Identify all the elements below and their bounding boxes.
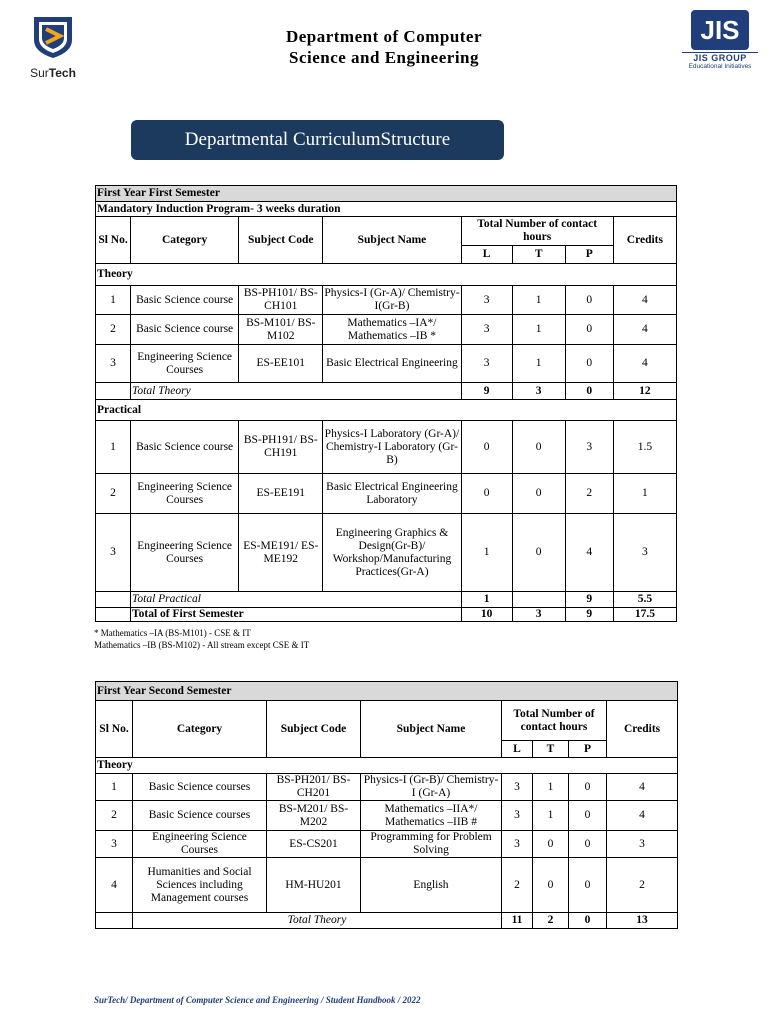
total-t: 3 — [512, 608, 565, 622]
footnote-math-ia: * Mathematics –IA (BS-M101) - CSE & IT — [94, 628, 251, 638]
header-sl: Sl No. — [96, 701, 133, 758]
cell-code: BS-PH201/ BS-CH201 — [267, 774, 361, 801]
cell-name: Mathematics –IA*/ Mathematics –IB * — [323, 315, 461, 345]
cell-code: ES-EE101 — [239, 345, 323, 383]
cell-p: 0 — [569, 801, 607, 831]
total-label: Total Theory — [131, 383, 462, 400]
cell-sl: 1 — [96, 774, 133, 801]
footnote-math-ib: Mathematics –IB (BS-M102) - All stream except CSE & IT — [94, 640, 310, 650]
cell-t: 0 — [533, 858, 569, 913]
header-name: Subject Name — [361, 701, 502, 758]
cell-category: Humanities and Social Sciences including Management courses — [133, 858, 267, 913]
table-row — [96, 514, 677, 592]
table-row — [96, 315, 677, 345]
header-category: Category — [133, 701, 267, 758]
page-footer: SurTech/ Department of Computer Science and Engineering / Student Handbook / 2022 — [94, 995, 421, 1005]
header-p: P — [569, 741, 607, 758]
cell-credits: 4 — [607, 774, 678, 801]
cell-l: 3 — [461, 345, 512, 383]
total-p: 0 — [565, 383, 613, 400]
header-credits: Credits — [613, 217, 676, 264]
cell-l: 1 — [461, 514, 512, 592]
total-semester-row — [96, 608, 677, 622]
total-p: 9 — [565, 608, 613, 622]
total-theory-row — [96, 383, 677, 400]
cell-p: 0 — [569, 858, 607, 913]
cell-t: 0 — [533, 831, 569, 858]
cell-l: 3 — [502, 801, 533, 831]
total-l: 1 — [461, 592, 512, 608]
section-theory: Theory — [96, 758, 678, 774]
cell-category: Engineering Science Courses — [131, 345, 239, 383]
cell-sl: 1 — [96, 421, 131, 474]
header-contact-hours: Total Number of contact hours — [461, 217, 613, 246]
cell-t: 0 — [512, 514, 565, 592]
header-sl: Sl No. — [96, 217, 131, 264]
total-t: 2 — [533, 913, 569, 929]
cell-p: 0 — [565, 286, 613, 315]
surtech-logo — [22, 14, 84, 80]
cell-l: 2 — [502, 858, 533, 913]
cell-category: Engineering Science Courses — [133, 831, 267, 858]
total-credits: 5.5 — [613, 592, 676, 608]
cell-l: 0 — [461, 474, 512, 514]
total-label: Total Practical — [131, 592, 462, 608]
cell-p: 3 — [565, 421, 613, 474]
total-l: 9 — [461, 383, 512, 400]
cell-l: 3 — [502, 774, 533, 801]
total-credits: 17.5 — [613, 608, 676, 622]
cell-code: BS-M101/ BS-M102 — [239, 315, 323, 345]
header-l: L — [461, 246, 512, 264]
cell-sl: 2 — [96, 474, 131, 514]
cell-category: Basic Science course — [131, 421, 239, 474]
cell-sl: 2 — [96, 315, 131, 345]
second-semester-table — [95, 681, 678, 929]
cell-code: BS-PH191/ BS-CH191 — [239, 421, 323, 474]
cell-p: 0 — [565, 345, 613, 383]
cell-credits: 2 — [607, 858, 678, 913]
cell-credits: 4 — [613, 286, 676, 315]
cell-name: Engineering Graphics & Design(Gr-B)/ Workshop/Manufacturing Practices(Gr-A) — [323, 514, 461, 592]
header-contact-hours: Total Number of contact hours — [502, 701, 607, 741]
table-row — [96, 831, 678, 858]
total-theory-row — [96, 913, 678, 929]
header-category: Category — [131, 217, 239, 264]
cell-sl: 3 — [96, 514, 131, 592]
cell-name: Basic Electrical Engineering Laboratory — [323, 474, 461, 514]
semester-title: First Year Second Semester — [96, 682, 678, 701]
table-row — [96, 474, 677, 514]
cell-category: Engineering Science Courses — [131, 514, 239, 592]
department-title: Department of Computer Science and Engineering — [285, 27, 483, 67]
cell-t: 1 — [512, 286, 565, 315]
cell-sl: 3 — [96, 831, 133, 858]
header-l: L — [502, 741, 533, 758]
header-p: P — [565, 246, 613, 264]
section-practical: Practical — [96, 400, 677, 421]
cell-name: Basic Electrical Engineering — [323, 345, 461, 383]
total-l: 10 — [461, 608, 512, 622]
cell-credits: 1 — [613, 474, 676, 514]
total-label: Total of First Semester — [131, 608, 462, 622]
header-t: T — [533, 741, 569, 758]
cell-name: Physics-I (Gr-B)/ Chemistry-I (Gr-A) — [361, 774, 502, 801]
table-row — [96, 858, 678, 913]
total-p: 0 — [569, 913, 607, 929]
total-t: 3 — [512, 383, 565, 400]
header-code: Subject Code — [239, 217, 323, 264]
cell-code: ES-EE191 — [239, 474, 323, 514]
table-row — [96, 286, 677, 315]
section-theory: Theory — [96, 264, 677, 286]
cell-t: 1 — [512, 345, 565, 383]
cell-sl: 1 — [96, 286, 131, 315]
header-credits: Credits — [607, 701, 678, 758]
semester-title: First Year First Semester — [96, 186, 677, 202]
header-name: Subject Name — [323, 217, 461, 264]
header-t: T — [512, 246, 565, 264]
cell-credits: 4 — [613, 345, 676, 383]
cell-code: BS-PH101/ BS-CH101 — [239, 286, 323, 315]
cell-t: 1 — [533, 774, 569, 801]
cell-category: Basic Science courses — [133, 801, 267, 831]
cell-p: 2 — [565, 474, 613, 514]
table-row — [96, 421, 677, 474]
cell-sl: 4 — [96, 858, 133, 913]
cell-credits: 3 — [607, 831, 678, 858]
cell-p: 0 — [569, 774, 607, 801]
cell-sl: 3 — [96, 345, 131, 383]
surtech-wordmark: SurTech — [30, 66, 76, 80]
cell-l: 3 — [461, 286, 512, 315]
cell-name: English — [361, 858, 502, 913]
cell-credits: 3 — [613, 514, 676, 592]
cell-t: 0 — [512, 474, 565, 514]
cell-p: 0 — [569, 831, 607, 858]
cell-sl: 2 — [96, 801, 133, 831]
cell-category: Basic Science course — [131, 315, 239, 345]
cell-category: Engineering Science Courses — [131, 474, 239, 514]
induction-program: Mandatory Induction Program- 3 weeks duration — [96, 202, 677, 217]
table-row — [96, 801, 678, 831]
cell-code: BS-M201/ BS-M202 — [267, 801, 361, 831]
cell-category: Basic Science course — [131, 286, 239, 315]
cell-category: Basic Science courses — [133, 774, 267, 801]
cell-name: Mathematics –IIA*/ Mathematics –IIB # — [361, 801, 502, 831]
total-credits: 12 — [613, 383, 676, 400]
first-semester-table — [95, 185, 677, 622]
cell-credits: 4 — [613, 315, 676, 345]
cell-l: 3 — [502, 831, 533, 858]
table-row — [96, 774, 678, 801]
cell-name: Physics-I Laboratory (Gr-A)/ Chemistry-I Laboratory (Gr-B) — [323, 421, 461, 474]
cell-t: 1 — [512, 315, 565, 345]
cell-code: HM-HU201 — [267, 858, 361, 913]
jis-group-logo: JIS JIS GROUP Educational Initiatives — [682, 10, 758, 70]
cell-t: 0 — [512, 421, 565, 474]
page-banner: Departmental CurriculumStructure — [131, 120, 504, 160]
table-row — [96, 345, 677, 383]
total-credits: 13 — [607, 913, 678, 929]
cell-name: Programming for Problem Solving — [361, 831, 502, 858]
cell-credits: 4 — [607, 801, 678, 831]
cell-l: 3 — [461, 315, 512, 345]
cell-code: ES-ME191/ ES-ME192 — [239, 514, 323, 592]
cell-t: 1 — [533, 801, 569, 831]
total-practical-row — [96, 592, 677, 608]
cell-credits: 1.5 — [613, 421, 676, 474]
cell-l: 0 — [461, 421, 512, 474]
total-label: Total Theory — [133, 913, 502, 929]
total-l: 11 — [502, 913, 533, 929]
header-code: Subject Code — [267, 701, 361, 758]
cell-p: 4 — [565, 514, 613, 592]
shield-icon — [31, 14, 75, 60]
cell-name: Physics-I (Gr-A)/ Chemistry-I(Gr-B) — [323, 286, 461, 315]
total-t — [512, 592, 565, 608]
cell-code: ES-CS201 — [267, 831, 361, 858]
cell-p: 0 — [565, 315, 613, 345]
total-p: 9 — [565, 592, 613, 608]
